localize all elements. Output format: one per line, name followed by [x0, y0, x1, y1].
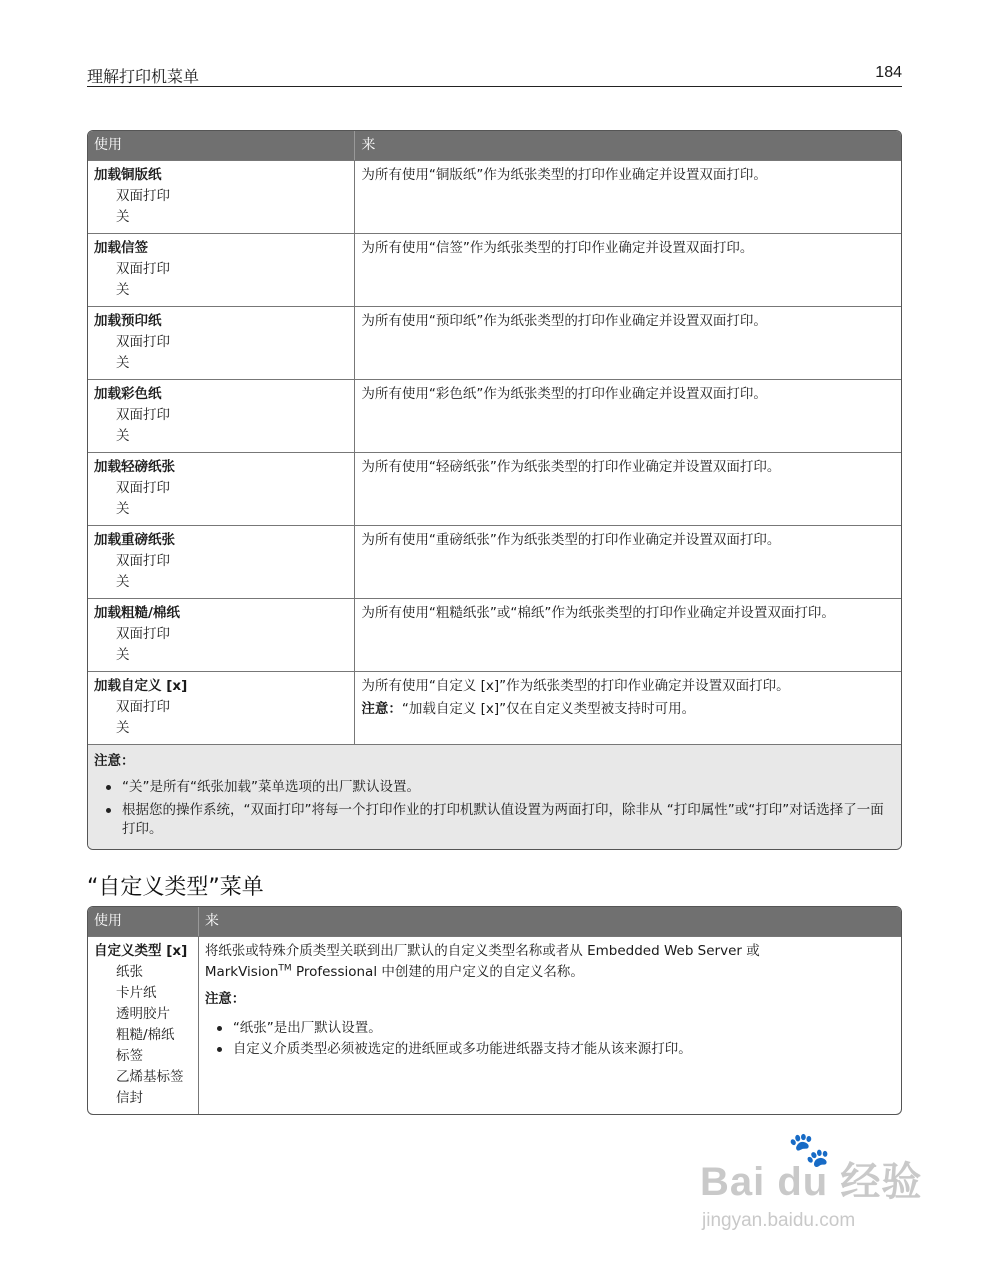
list-item: “纸张”是出厂默认设置。 [205, 1018, 895, 1039]
notes-list [205, 1018, 895, 1060]
option-rough-cotton: 粗糙/棉纸 [116, 1027, 175, 1043]
trademark-sup: TM [278, 963, 292, 974]
page-number: 184 [875, 64, 902, 81]
paper-loading-table [87, 130, 902, 850]
list-item: 根据您的操作系统，“双面打印”将每一个打印作业的打印机默认值设置为两面打印，除非从 “打印属性”或“打印”对话选择了一面打印。 [94, 801, 893, 839]
table-row [88, 671, 901, 744]
option-card-stock: 卡片纸 [116, 985, 157, 1001]
option-duplex: 双面打印 [116, 553, 170, 569]
option-off: 关 [116, 355, 130, 371]
option-off: 关 [116, 282, 130, 298]
option-duplex: 双面打印 [116, 261, 170, 277]
setting-name: 加载铜版纸 [94, 167, 162, 183]
column-header-use: 使用 [88, 907, 198, 936]
option-off: 关 [116, 647, 130, 663]
notes-cell [88, 744, 901, 849]
description-cell: 为所有使用“铜版纸”作为纸张类型的打印作业确定并设置双面打印。 [354, 160, 901, 233]
notes-label: 注意： [94, 753, 135, 769]
baidu-watermark [700, 1130, 930, 1240]
setting-cell [88, 379, 354, 452]
setting-name: 加载信签 [94, 240, 148, 256]
table-row [88, 233, 901, 306]
option-duplex: 双面打印 [116, 188, 170, 204]
paw-icon: 🐾 [788, 1130, 831, 1170]
section-heading: “自定义类型”菜单 [87, 875, 264, 900]
description-cell: 为所有使用“彩色纸”作为纸张类型的打印作业确定并设置双面打印。 [354, 379, 901, 452]
description-cell: 为所有使用“信签”作为纸张类型的打印作业确定并设置双面打印。 [354, 233, 901, 306]
table-row [88, 379, 901, 452]
column-header-to: 来 [354, 131, 901, 160]
option-paper: 纸张 [116, 964, 143, 980]
option-duplex: 双面打印 [116, 480, 170, 496]
setting-name: 加载自定义 [x] [94, 678, 188, 694]
option-off: 关 [116, 720, 130, 736]
option-duplex: 双面打印 [116, 407, 170, 423]
description-cell [354, 671, 901, 744]
column-header-to: 来 [198, 907, 901, 936]
setting-cell [88, 160, 354, 233]
description-cell: 为所有使用“轻磅纸张”作为纸张类型的打印作业确定并设置双面打印。 [354, 452, 901, 525]
description-note [361, 699, 895, 720]
table-row [88, 452, 901, 525]
column-header-use: 使用 [88, 131, 354, 160]
description-text: 为所有使用“自定义 [x]”作为纸张类型的打印作业确定并设置双面打印。 [361, 678, 790, 694]
notes-list [94, 778, 893, 839]
markvision-text: MarkVision [204, 964, 279, 980]
option-off: 关 [116, 209, 130, 225]
setting-name: 加载重磅纸张 [94, 532, 175, 548]
list-item: 自定义介质类型必须被选定的进纸匣或多功能进纸器支持才能从该来源打印。 [205, 1039, 895, 1060]
option-duplex: 双面打印 [116, 626, 170, 642]
description-cell: 为所有使用“粗糙纸张”或“棉纸”作为纸张类型的打印作业确定并设置双面打印。 [354, 598, 901, 671]
option-transparency: 透明胶片 [116, 1006, 170, 1022]
setting-cell [88, 306, 354, 379]
setting-cell [88, 598, 354, 671]
setting-cell [88, 671, 354, 744]
page-header [87, 62, 902, 87]
note-text: “加载自定义 [x]”仅在自定义类型被支持时可用。 [401, 701, 696, 717]
setting-cell [88, 452, 354, 525]
watermark-url: jingyan.baidu.com [702, 1210, 856, 1231]
table-row [88, 525, 901, 598]
setting-cell [88, 233, 354, 306]
setting-name: 自定义类型 [x] [94, 943, 188, 959]
setting-name: 加载预印纸 [94, 313, 162, 329]
header-title: 理解打印机菜单 [87, 67, 200, 86]
table-row [88, 598, 901, 671]
description-line-1: 将纸张或特殊介质类型关联到出厂默认的自定义类型名称或者从 Embedded Web Server 或 [204, 943, 760, 959]
option-labels: 标签 [116, 1048, 143, 1064]
setting-name: 加载轻磅纸张 [94, 459, 175, 475]
setting-name: 加载彩色纸 [94, 386, 162, 402]
option-duplex: 双面打印 [116, 699, 170, 715]
option-envelope: 信封 [116, 1090, 143, 1106]
note-label: 注意： [361, 701, 402, 717]
table-row [88, 160, 901, 233]
description-cell: 为所有使用“预印纸”作为纸张类型的打印作业确定并设置双面打印。 [354, 306, 901, 379]
custom-types-table [87, 906, 902, 1115]
table-row [88, 306, 901, 379]
description-cell: 为所有使用“重磅纸张”作为纸张类型的打印作业确定并设置双面打印。 [354, 525, 901, 598]
description-line-2 [205, 962, 895, 983]
watermark-logo-text: Bai du 经验 [700, 1160, 923, 1204]
table-notes-row [88, 744, 901, 849]
list-item: “关”是所有“纸张加载”菜单选项的出厂默认设置。 [94, 778, 893, 797]
option-duplex: 双面打印 [116, 334, 170, 350]
setting-cell [88, 525, 354, 598]
description-cell [198, 936, 901, 1114]
table-row [88, 936, 901, 1114]
option-off: 关 [116, 574, 130, 590]
setting-name: 加载粗糙/棉纸 [94, 605, 180, 621]
setting-cell [88, 936, 198, 1114]
option-vinyl-labels: 乙烯基标签 [116, 1069, 184, 1085]
description-line-2-rest: Professional 中创建的用户定义的自定义名称。 [291, 964, 584, 980]
option-off: 关 [116, 428, 130, 444]
option-off: 关 [116, 501, 130, 517]
note-label: 注意： [204, 991, 246, 1007]
